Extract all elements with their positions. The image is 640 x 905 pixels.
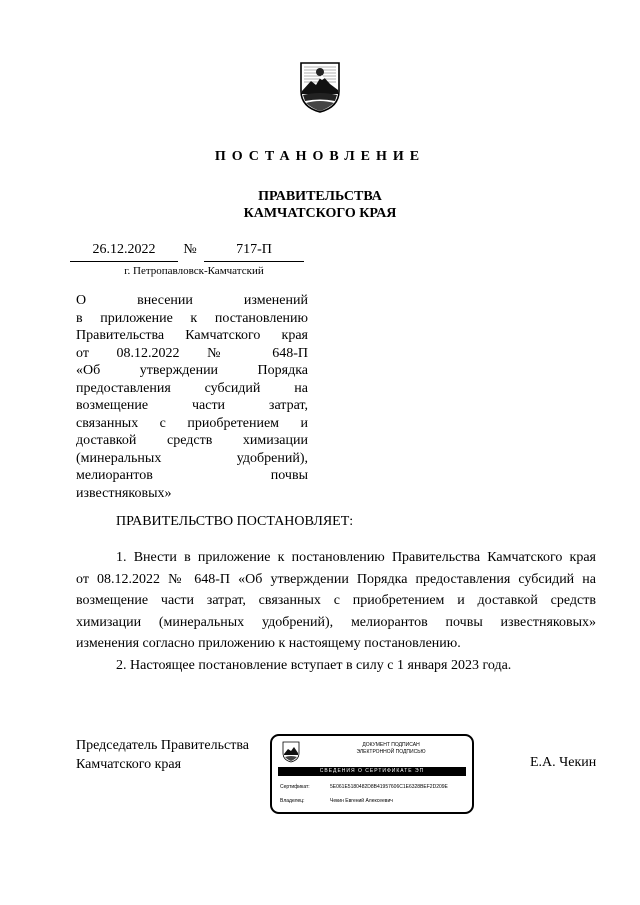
- resolve-heading: ПРАВИТЕЛЬСТВО ПОСТАНОВЛЯЕТ:: [116, 514, 354, 529]
- paragraph-2: [76, 655, 596, 677]
- stamp-title: [316, 742, 466, 756]
- subject-line: Правительства Камчатского края: [76, 328, 308, 343]
- signatory-name: Е.А. Чекин: [530, 755, 597, 770]
- document-title: ПОСТАНОВЛЕНИЕ: [214, 149, 426, 164]
- signatory-position: [76, 736, 249, 774]
- subject-block: [76, 292, 308, 502]
- subject-line: мелиорантов почвы: [76, 468, 308, 483]
- city: г. Петропавловск-Камчатский: [124, 265, 264, 277]
- subject-line: возмещение части затрат,: [76, 398, 308, 413]
- document-date: 26.12.2022: [92, 242, 156, 257]
- stamp-title-line2: ЭЛЕКТРОННОЙ ПОДПИСЬЮ: [356, 749, 426, 755]
- stamp-title-line1: ДОКУМЕНТ ПОДПИСАН: [362, 742, 420, 748]
- paragraph-1: [76, 547, 596, 655]
- stamp-band: СВЕДЕНИЯ О СЕРТИФИКАТЕ ЭП: [278, 767, 466, 776]
- electronic-signature-stamp: [270, 734, 474, 814]
- government-name: [200, 188, 440, 222]
- subject-line: от 08.12.2022 № 648-П: [76, 345, 308, 361]
- coat-of-arms-emblem-icon: [297, 61, 343, 113]
- government-name-line1: ПРАВИТЕЛЬСТВА: [258, 189, 382, 204]
- stamp-cert-label: Сертификат:: [280, 784, 310, 790]
- date-underline: [70, 261, 178, 262]
- paragraph-line: изменения согласно приложению к настоящему постановлению.: [76, 636, 461, 651]
- paragraph-line: от 08.12.2022 № 648-П «Об утверждении Порядка предоставления субсидий на: [76, 571, 596, 587]
- subject-line: О внесении изменений: [76, 293, 308, 308]
- paragraph-line: возмещение части затрат, связанных с приобретением и доставкой средств: [76, 593, 596, 608]
- subject-line: связанных с приобретением и: [76, 415, 308, 431]
- stamp-owner-value: Чекин Евгений Алексеевич: [330, 798, 393, 804]
- stamp-emblem-icon: [281, 741, 301, 763]
- number-underline: [204, 261, 304, 262]
- stamp-owner-label: Владелец:: [280, 798, 305, 804]
- subject-line: (минеральных удобрений),: [76, 450, 308, 466]
- number-sign: №: [183, 242, 197, 257]
- paragraph-line: 1. Внести в приложение к постановлению Правительства Камчатского края: [116, 550, 596, 565]
- subject-line: в приложение к постановлению: [76, 310, 308, 326]
- signatory-position-line2: Камчатского края: [76, 757, 182, 772]
- signatory-position-line1: Председатель Правительства: [76, 738, 249, 753]
- government-name-line2: КАМЧАТСКОГО КРАЯ: [243, 206, 397, 221]
- paragraph-line: химизации (минеральных удобрений), мелиорантов почвы известняковых»: [76, 614, 596, 630]
- subject-line: «Об утверждении Порядка: [76, 363, 308, 378]
- subject-line: предоставления субсидий на: [76, 380, 308, 396]
- document-number: 717-П: [236, 242, 272, 257]
- paragraph-line: 2. Настоящее постановление вступает в силу с 1 января 2023 года.: [116, 658, 512, 673]
- subject-line: доставкой средств химизации: [76, 433, 308, 448]
- stamp-cert-value: 5E061E5180482D8B41957606C1E6328BEF2D209E: [330, 784, 448, 790]
- subject-line: известняковых»: [76, 485, 172, 501]
